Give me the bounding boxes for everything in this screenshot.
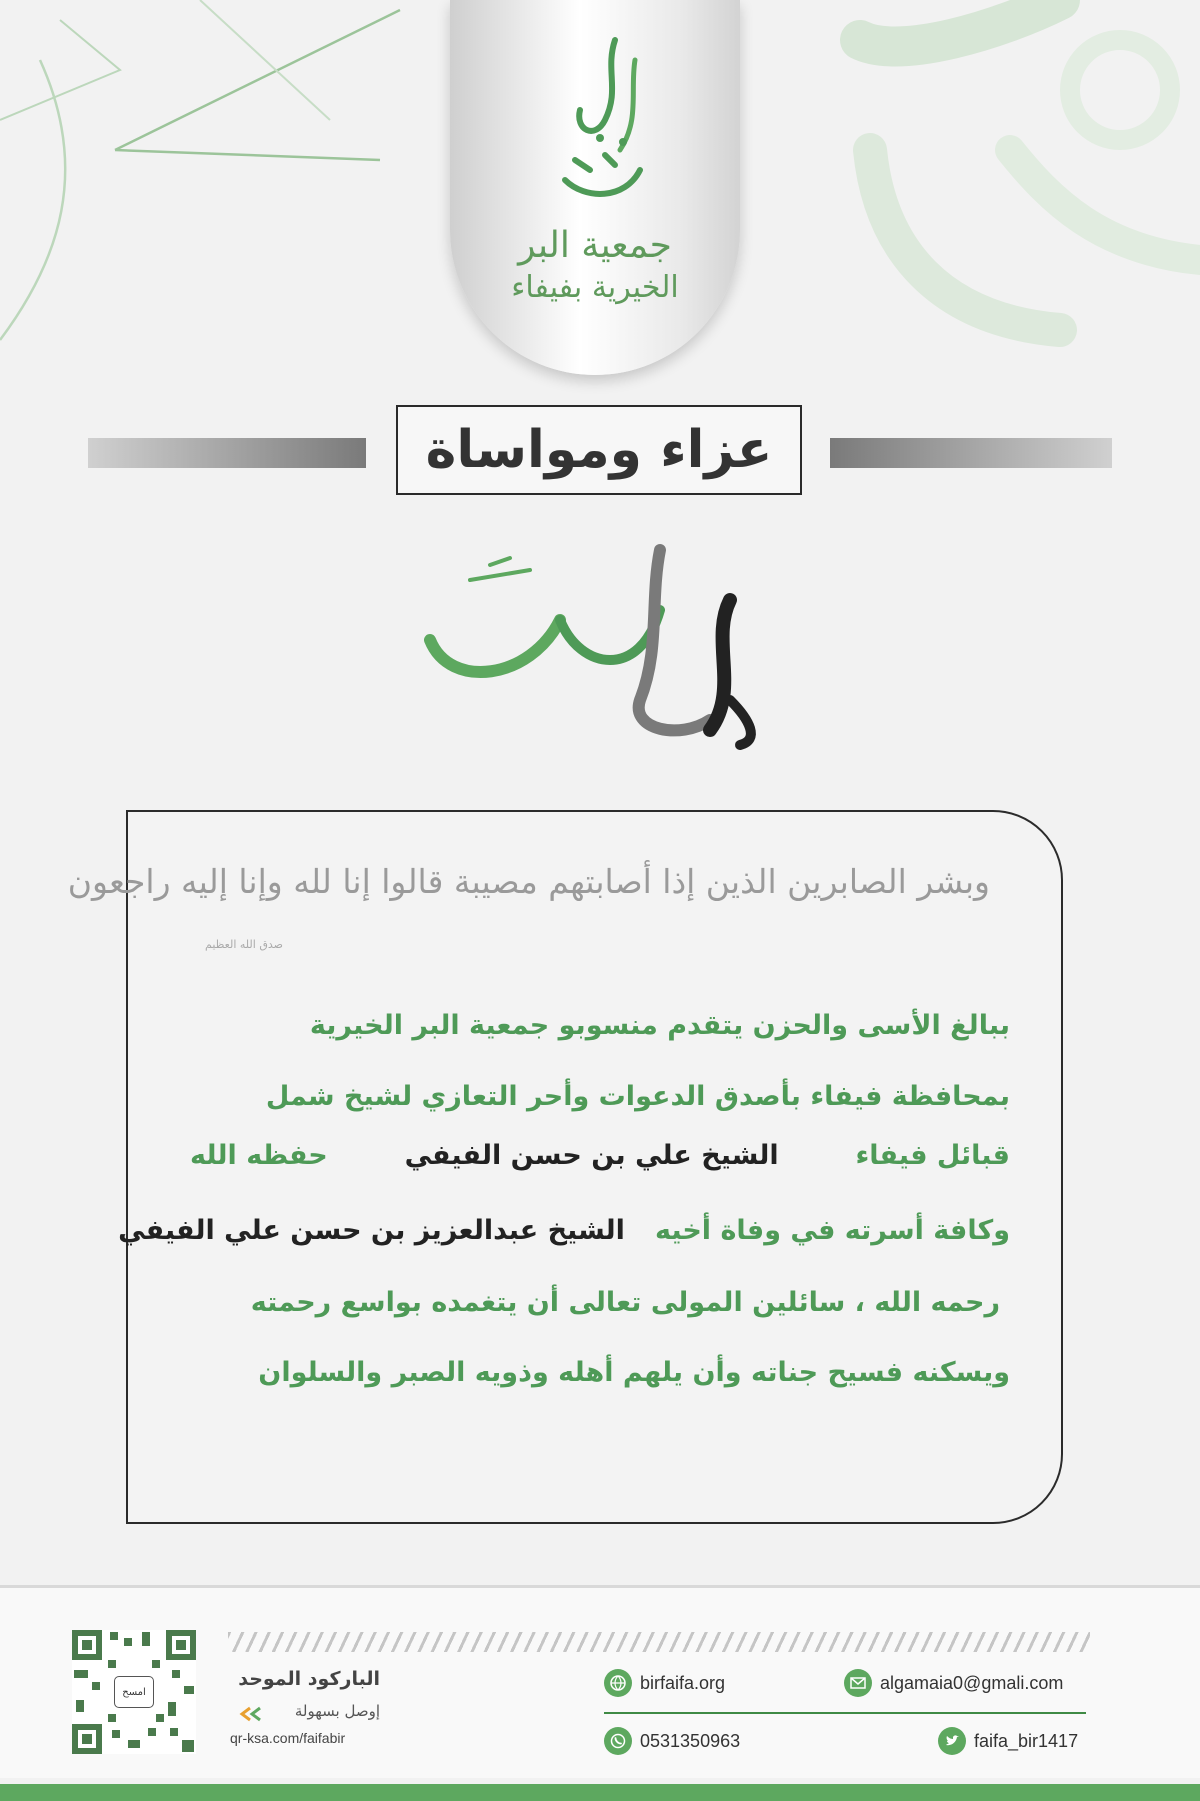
- bottom-accent-bar: [0, 1784, 1200, 1801]
- message-line-3: [190, 1125, 1010, 1185]
- globe-icon: [604, 1669, 632, 1697]
- twitter-contact[interactable]: [938, 1727, 1078, 1755]
- message-line-6: [190, 1342, 1010, 1402]
- phone-text: 0531350963: [640, 1730, 741, 1751]
- twitter-text: faifa_bir1417: [974, 1730, 1079, 1751]
- qr-subtitle: إوصل بسهولة: [294, 1702, 380, 1720]
- message-line-5: [190, 1272, 1010, 1332]
- title-bar-left: [88, 438, 366, 468]
- qr-title: الباركود الموحد: [238, 1668, 380, 1690]
- contact-divider: [604, 1712, 1086, 1714]
- logo-text-line2: الخيرية بفيفاء: [511, 270, 679, 305]
- quran-verse: وبشر الصابرين الذين إذا أصابتهم مصيبة قالوا إنا لله وإنا إليه راجعون: [67, 862, 990, 901]
- email-contact[interactable]: [844, 1669, 1063, 1697]
- chevrons-icon: [232, 1706, 268, 1722]
- email-text: algamaia0@gmali.com: [880, 1672, 1064, 1693]
- page-title: عزاء ومواساة: [396, 405, 802, 495]
- deceased-name: الشيخ عبدالعزيز بن حسن علي الفيفي: [118, 1214, 625, 1246]
- message-text: وكافة أسرته في وفاة أخيه: [654, 1214, 1010, 1246]
- message-text: ويسكنه فسيح جناته وأن يلهم أهله وذويه الصبر والسلوان: [258, 1356, 1010, 1388]
- mail-icon: [844, 1669, 872, 1697]
- twitter-icon: [938, 1727, 966, 1755]
- sheikh-name: الشيخ علي بن حسن الفيفي: [404, 1139, 779, 1171]
- verse-note: صدق الله العظيم: [205, 938, 283, 951]
- footer-hatch-decoration: [228, 1632, 1090, 1652]
- message-text: بمحافظة فيفاء بأصدق الدعوات وأحر التعازي لشيخ شمل: [265, 1080, 1010, 1112]
- logo-calligraphy-icon: [545, 30, 655, 220]
- title-bar-right: [830, 438, 1112, 468]
- message-text: قبائل فيفاء: [855, 1139, 1010, 1171]
- whatsapp-icon: [604, 1727, 632, 1755]
- message-text: ببالغ الأسى والحزن يتقدم منسوبو جمعية البر الخيرية: [309, 1009, 1010, 1041]
- website-text: birfaifa.org: [640, 1672, 726, 1693]
- website-contact[interactable]: [604, 1669, 725, 1697]
- message-line-4: [118, 1200, 1010, 1260]
- message-line-2: [190, 1066, 1010, 1126]
- calligraphy-decoration-icon: [410, 540, 780, 750]
- qr-scan-label: امسح: [114, 1676, 154, 1708]
- message-text: رحمه الله ، سائلين المولى تعالى أن يتغمده بواسع رحمته: [250, 1286, 1000, 1318]
- message-line-1: [190, 995, 1010, 1055]
- phone-contact[interactable]: [604, 1727, 740, 1755]
- logo-text-line1: جمعية البر: [518, 225, 672, 266]
- qr-url-link[interactable]: qr-ksa.com/faifabir: [230, 1730, 346, 1746]
- message-text: حفظه الله: [190, 1139, 328, 1171]
